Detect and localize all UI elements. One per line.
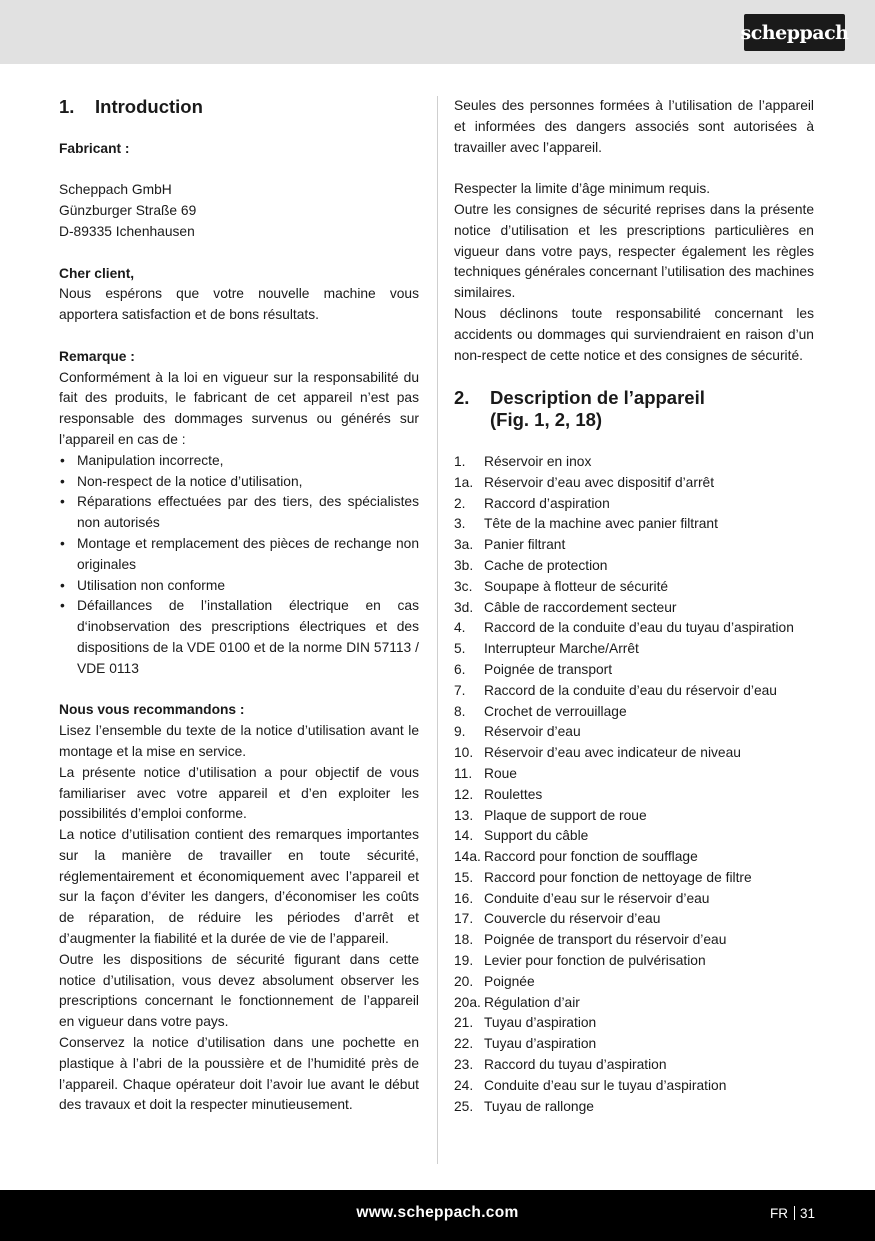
recommandons-label: Nous vous recommandons :	[59, 702, 245, 718]
parts-list-item	[454, 847, 814, 868]
part-label: Soupape à flotteur de sécurité	[484, 578, 669, 594]
parts-list-item	[454, 1034, 814, 1055]
liability-list	[59, 451, 419, 680]
parts-list-item	[454, 1076, 814, 1097]
part-label: Poignée de transport	[484, 661, 613, 677]
part-label: Poignée	[484, 973, 535, 989]
part-label: Réservoir d’eau	[484, 724, 581, 740]
right-column	[454, 96, 814, 1117]
part-label: Raccord d’aspiration	[484, 495, 610, 511]
remarque-label: Remarque :	[59, 348, 135, 364]
part-label: Panier filtrant	[484, 537, 566, 553]
part-number: 17.	[454, 911, 474, 927]
part-label: Tuyau d’aspiration	[484, 1015, 597, 1031]
parts-list-item	[454, 494, 814, 515]
part-label: Poignée de transport du réservoir d’eau	[484, 932, 727, 948]
parts-list-item	[454, 972, 814, 993]
page-indicator	[770, 1206, 815, 1221]
part-number: 5.	[454, 641, 466, 657]
logo-text: scheppach	[740, 21, 849, 44]
language-code: FR	[769, 1206, 788, 1221]
website-link[interactable]: www.scheppach.com	[356, 1204, 519, 1221]
parts-list-item	[454, 577, 814, 598]
part-number: 19.	[454, 953, 474, 969]
list-item: • Manipulation incorrecte,	[59, 451, 419, 472]
parts-list-item	[454, 826, 814, 847]
part-number: 3a.	[454, 537, 474, 553]
part-number: 24.	[454, 1077, 474, 1093]
part-number: 11.	[454, 765, 473, 781]
parts-list-item	[454, 743, 814, 764]
part-number: 8.	[454, 703, 466, 719]
parts-list	[454, 452, 814, 1118]
part-label: Raccord du tuyau d’aspiration	[484, 1057, 667, 1073]
part-label: Levier pour fonction de pulvérisation	[484, 953, 706, 969]
part-label: Raccord de la conduite d’eau du réservoir d’eau	[484, 682, 777, 698]
part-number: 22.	[454, 1036, 474, 1052]
part-label: Raccord pour fonction de nettoyage de filtre	[484, 869, 752, 885]
paragraph: La notice d’utilisation contient des remarques importantes sur la manière de travailler en toute sécurité, réglementairement et économiquement avec l’appareil et sur la façon d’éviter les dangers, d’économiser les coûts de réparation, de réduire les périodes d’arrêt et d’augmenter la fiabilité et la durée de vie de l’appareil.	[59, 827, 419, 947]
paragraph: La présente notice d’utilisation a pour objectif de vous familiariser avec votre appareil et d’en exploiter les possibilités d’emploi conforme.	[59, 764, 419, 822]
list-item: • Utilisation non conforme	[59, 576, 419, 597]
part-label: Câble de raccordement secteur	[484, 599, 677, 615]
age-line: Respecter la limite d’âge minimum requis.	[454, 181, 711, 197]
part-number: 1.	[454, 453, 466, 469]
part-number: 14a.	[454, 849, 481, 865]
part-number: 23.	[454, 1057, 474, 1073]
parts-list-item	[454, 909, 814, 930]
part-label: Réservoir d’eau avec indicateur de niveau	[484, 745, 741, 761]
part-number: 10.	[454, 745, 474, 761]
part-number: 2.	[454, 495, 466, 511]
parts-list-item	[454, 868, 814, 889]
parts-list-item	[454, 806, 814, 827]
part-number: 1a.	[454, 474, 474, 490]
part-number: 7.	[454, 682, 466, 698]
parts-list-item	[454, 660, 814, 681]
fabricant-label: Fabricant :	[59, 140, 130, 156]
parts-list-item	[454, 1097, 814, 1118]
client-label: Cher client,	[59, 265, 135, 281]
left-column	[59, 96, 419, 1116]
part-number: 4.	[454, 620, 466, 636]
part-number: 3c.	[454, 578, 473, 594]
parts-list-item	[454, 639, 814, 660]
part-label: Raccord de la conduite d’eau du tuyau d’aspiration	[484, 620, 794, 636]
scheppach-logo	[740, 14, 849, 51]
part-label: Régulation d’air	[484, 994, 580, 1010]
part-number: 21.	[454, 1015, 474, 1031]
paragraph: Conservez la notice d’utilisation dans une pochette en plastique à l’abri de la poussière et de l’humidité près de l’appareil. Chaque opérateur doit l’avoir lue avant le début des travaux et doit la respecter minutieusement.	[59, 1035, 419, 1113]
part-number: 3.	[454, 516, 466, 532]
column-divider	[437, 96, 438, 1164]
list-item: • Défaillances de l’installation électrique en cas d‘inobservation des prescriptions électriques et des dispositions de la VDE 0100 et de la norme DIN 57113 / VDE 0113	[59, 596, 419, 679]
parts-list-item	[454, 514, 814, 535]
section-heading-description: 2. Description de l’appareil (Fig. 1, 2, 18)	[454, 387, 705, 431]
part-label: Réservoir d’eau avec dispositif d’arrêt	[484, 474, 715, 490]
paragraph: Nous déclinons toute responsabilité concernant les accidents ou dommages qui surviendraient en raison d’un non-respect de cette notice et des consignes de sécurité.	[454, 305, 814, 363]
part-number: 16.	[454, 890, 474, 906]
part-number: 20.	[454, 973, 474, 989]
part-label: Tuyau de rallonge	[484, 1098, 594, 1114]
part-label: Roue	[484, 765, 517, 781]
part-label: Couvercle du réservoir d’eau	[484, 911, 661, 927]
part-label: Tête de la machine avec panier filtrant	[484, 516, 718, 532]
client-text: Nous espérons que votre nouvelle machine vous apportera satisfaction et de bons résultats.	[59, 286, 419, 323]
part-number: 25.	[454, 1098, 474, 1114]
address-line: Günzburger Straße 69	[59, 203, 197, 219]
parts-list-item	[454, 473, 814, 494]
part-label: Roulettes	[484, 786, 543, 802]
parts-list-item	[454, 889, 814, 910]
part-label: Raccord pour fonction de soufflage	[484, 849, 698, 865]
remarque-text: Conformément à la loi en vigueur sur la responsabilité du fait des produits, le fabricant de cet appareil n’est pas responsable des dommages survenus ou générés sur l’appareil en cas de :	[59, 369, 419, 447]
parts-list-item	[454, 702, 814, 723]
parts-list-item	[454, 618, 814, 639]
part-number: 13.	[454, 807, 474, 823]
part-label: Interrupteur Marche/Arrêt	[484, 641, 639, 657]
paragraph: Lisez l’ensemble du texte de la notice d’utilisation avant le montage et la mise en service.	[59, 723, 419, 759]
paragraph: Seules des personnes formées à l’utilisation de l’appareil et informées des dangers associés sont autorisées à travailler avec l’appareil.	[454, 98, 814, 155]
part-label: Conduite d’eau sur le réservoir d’eau	[484, 890, 710, 906]
parts-list-item	[454, 993, 814, 1014]
header-bar	[0, 0, 875, 64]
address-line: Scheppach GmbH	[59, 182, 172, 198]
part-number: 14.	[454, 828, 474, 844]
parts-list-item	[454, 785, 814, 806]
part-label: Conduite d’eau sur le tuyau d’aspiration	[484, 1077, 727, 1093]
part-number: 18.	[454, 932, 474, 948]
part-label: Support du câble	[484, 828, 589, 844]
address-line: D-89335 Ichenhausen	[59, 223, 195, 239]
parts-list-item	[454, 598, 814, 619]
list-item: • Montage et remplacement des pièces de rechange non originales	[59, 534, 419, 576]
part-number: 9.	[454, 724, 466, 740]
parts-list-item	[454, 1055, 814, 1076]
part-number: 6.	[454, 661, 466, 677]
part-label: Cache de protection	[484, 557, 608, 573]
parts-list-item	[454, 556, 814, 577]
paragraph: Outre les dispositions de sécurité figurant dans cette notice d’utilisation, vous devez absolument observer les prescriptions concernant le fonctionnement de l’appareil en vigueur dans votre pays.	[59, 951, 419, 1030]
parts-list-item	[454, 764, 814, 785]
part-number: 20a.	[454, 994, 481, 1010]
parts-list-item	[454, 930, 814, 951]
list-item: • Réparations effectuées par des tiers, des spécialistes non autorisés	[59, 492, 419, 534]
paragraph: Outre les consignes de sécurité reprises dans la présente notice d’utilisation et les prescriptions particulières en vigueur dans votre pays, respecter également les règles techniques générales concernant l’utilisation des machines similaires.	[454, 201, 814, 301]
separator	[794, 1206, 795, 1220]
page-number: 31	[799, 1206, 815, 1221]
list-item: • Non-respect de la notice d’utilisation,	[59, 472, 419, 493]
part-number: 3b.	[454, 557, 474, 573]
parts-list-item	[454, 452, 814, 473]
footer-bar	[0, 1190, 875, 1241]
parts-list-item	[454, 722, 814, 743]
part-label: Réservoir en inox	[484, 453, 592, 469]
parts-list-item	[454, 1013, 814, 1034]
part-number: 3d.	[454, 599, 474, 615]
part-label: Plaque de support de roue	[484, 807, 647, 823]
part-label: Crochet de verrouillage	[484, 703, 627, 719]
part-number: 12.	[454, 786, 474, 802]
parts-list-item	[454, 535, 814, 556]
part-number: 15.	[454, 869, 474, 885]
parts-list-item	[454, 681, 814, 702]
section-heading-introduction: 1. Introduction	[59, 96, 203, 117]
part-label: Tuyau d’aspiration	[484, 1036, 597, 1052]
parts-list-item	[454, 951, 814, 972]
